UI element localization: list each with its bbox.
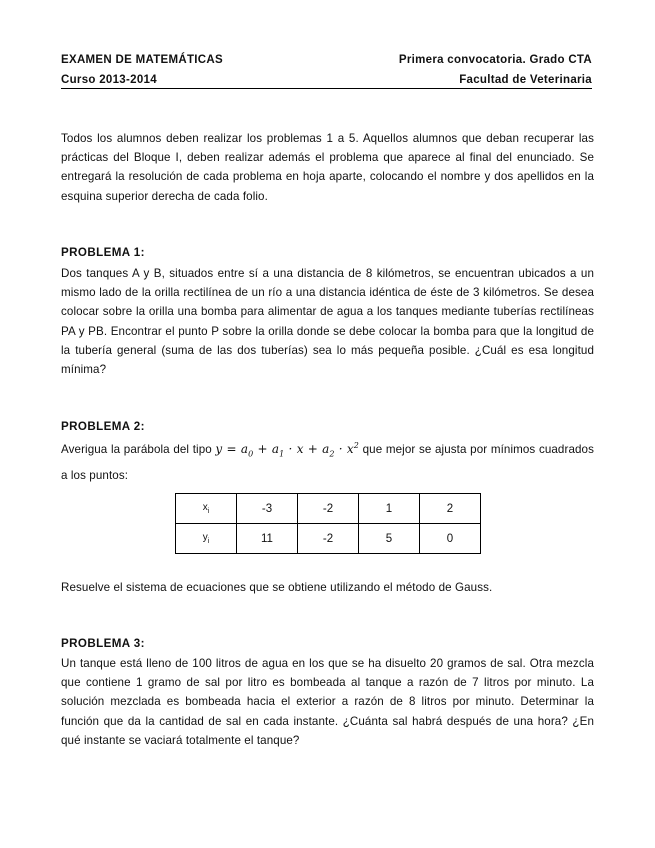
- problem-2-title: PROBLEMA 2:: [61, 420, 145, 433]
- table-row-y: [176, 524, 481, 554]
- problem-2-text-before: Averigua la parábola del tipo: [61, 443, 212, 456]
- data-points-table: [175, 493, 481, 554]
- problem-3-text: Un tanque está lleno de 100 litros de agua en los que se ha disuelto 20 gramos de sal. Otra mezcla que contiene 1 gramo de sal por litro es bombeada al tanque a razón de 7 litros por minuto. La solución mezclada es bombeada hacia el exterior a razón de 8 litros por minuto. Determinar la función que da la cantidad de sal en cada instante. ¿Cuánta sal habrá después de una hora? ¿En qué instante se vaciará totalmente el tanque?: [61, 657, 594, 747]
- problem-2-text-after: que mejor se ajusta por mínimos cuadrados a los puntos:: [61, 443, 594, 483]
- table-cell: 1: [359, 494, 420, 524]
- table-cell: -2: [298, 524, 359, 554]
- table-cell: 2: [420, 494, 481, 524]
- problem-3-title: PROBLEMA 3:: [61, 637, 145, 650]
- exam-title: EXAMEN DE MATEMÁTICAS: [61, 54, 223, 66]
- table-cell: 11: [237, 524, 298, 554]
- problem-2-followup: Resuelve el sistema de ecuaciones que se obtiene utilizando el método de Gauss.: [61, 581, 493, 594]
- problem-1-text: Dos tanques A y B, situados entre sí a una distancia de 8 kilómetros, se encuentran ubicados a un mismo lado de la orilla rectilínea de un río a una distancia idéntica de éste de 3 kilómetros. Se desea colocar sobre la orilla una bomba para alimentar de agua a los tanques mediante tuberías rectilíneas PA y PB. Encontrar el punto P sobre la orilla donde se debe colocar la bomba para que la longitud de la tubería general (suma de las dos tuberías) sea lo más pequeña posible. ¿Cuál es esa longitud mínima?: [61, 267, 594, 377]
- table-header-y: $y_i$: [176, 524, 237, 554]
- academic-year: Curso 2013-2014: [61, 74, 157, 86]
- table-cell: -2: [298, 494, 359, 524]
- faculty-name: Facultad de Veterinaria: [459, 74, 592, 86]
- table-row-x: [176, 494, 481, 524]
- exam-session: Primera convocatoria. Grado CTA: [398, 54, 592, 66]
- table-cell: 0: [420, 524, 481, 554]
- table-header-x: $x_i$: [176, 494, 237, 524]
- problem-1-title: PROBLEMA 1:: [61, 246, 145, 259]
- table-cell: -3: [237, 494, 298, 524]
- table-cell: 5: [359, 524, 420, 554]
- parabola-formula: $y = a_0 + a_1 \cdot x + a_2 \cdot x^2$: [215, 441, 359, 459]
- problem-2-text: [61, 435, 594, 487]
- header-rule: [61, 88, 592, 89]
- intro-paragraph: Todos los alumnos deben realizar los problemas 1 a 5. Aquellos alumnos que deban recuperar las prácticas del Bloque I, deben realizar además el problema que aparece al final del enunciado. Se entregará la resolución de cada problema en hoja aparte, colocando el nombre y dos apellidos en la esquina superior derecha de cada folio.: [61, 132, 594, 203]
